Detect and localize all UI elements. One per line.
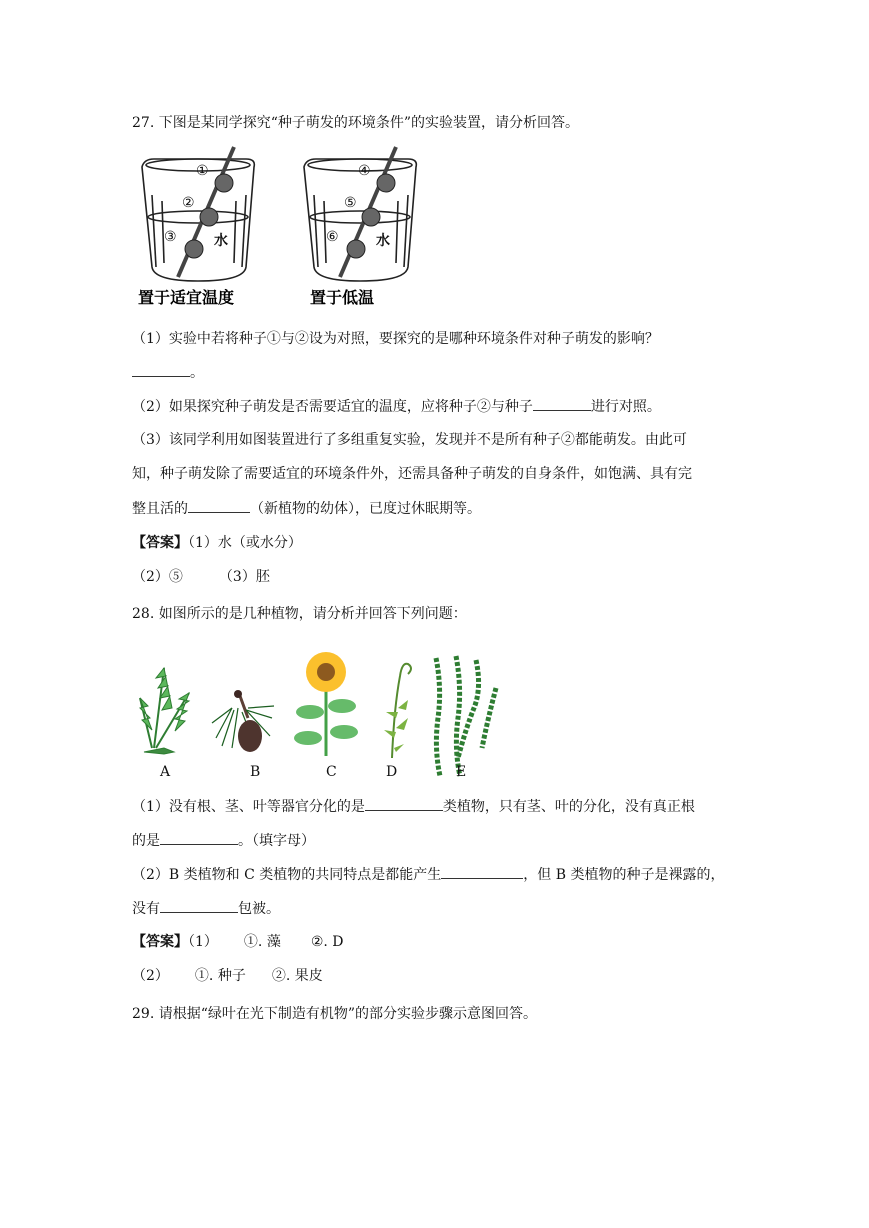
label-d: D bbox=[386, 764, 398, 780]
plant-c-sunflower bbox=[294, 652, 358, 756]
q28-part2-line1: （2）B 类植物和 C 类植物的共同特点是都能产生 ，但 B 类植物的种子是裸露的， bbox=[132, 864, 724, 885]
answer-blank bbox=[132, 362, 190, 377]
q27-part3-line2: 知，种子萌发除了需要适宜的环境条件外，还需具备种子萌发的自身条件，如饱满、具有完 bbox=[132, 466, 692, 482]
q28-part1-line2: 的是 。（填字母） bbox=[132, 830, 315, 851]
answer-blank bbox=[365, 796, 443, 811]
label-b: B bbox=[250, 764, 261, 780]
q27-answer-line2: （2）⑤ （3）胚 bbox=[132, 569, 270, 585]
seed-1-label: ① bbox=[196, 163, 209, 179]
left-caption: 置于适宜温度 bbox=[138, 288, 235, 307]
plants-figure bbox=[134, 648, 514, 783]
right-water-label: 水 bbox=[376, 233, 390, 249]
q28-answer-line2: （2） ①. 种子 ②. 果皮 bbox=[132, 968, 323, 984]
q28-part1-line1: （1）没有根、茎、叶等器官分化的是 类植物，只有茎、叶的分化，没有真正根 bbox=[132, 796, 695, 817]
q27-part3-line1: （3）该同学利用如图装置进行了多组重复实验，发现并不是所有种子②都能萌发。由此可 bbox=[132, 432, 687, 448]
seed-6-label: ⑥ bbox=[326, 229, 339, 245]
seed-3-label: ③ bbox=[164, 229, 177, 245]
plant-b-pine bbox=[212, 690, 274, 752]
seed-2-label: ② bbox=[182, 195, 195, 211]
answer-blank bbox=[160, 830, 238, 845]
label-a: A bbox=[160, 764, 171, 780]
left-water-label: 水 bbox=[214, 233, 228, 249]
q27-stem: 27. 下图是某同学探究“种子萌发的环境条件”的实验装置，请分析回答。 bbox=[132, 115, 580, 131]
seed-4-label: ④ bbox=[358, 163, 371, 179]
q28-part2-line2: 没有 包被。 bbox=[132, 898, 280, 919]
q27-part3-line3: 整且活的 （新植物的幼体），已度过休眠期等。 bbox=[132, 498, 481, 519]
q27-part1-blank-line: 。 bbox=[132, 362, 204, 383]
q27-answer-line1: 【答案】（1）水（或水分） bbox=[132, 535, 302, 551]
seed-5-label: ⑤ bbox=[344, 195, 357, 211]
right-caption: 置于低温 bbox=[310, 288, 375, 307]
answer-blank bbox=[441, 864, 523, 879]
q29-stem: 29. 请根据“绿叶在光下制造有机物”的部分实验步骤示意图回答。 bbox=[132, 1006, 538, 1022]
q27-part1: （1）实验中若将种子①与②设为对照，要探究的是哪种环境条件对种子萌发的影响？ bbox=[132, 331, 659, 347]
plant-e-algae bbox=[436, 656, 496, 776]
q28-answer-line1: 【答案】（1） ①. 藻 ②. D bbox=[132, 934, 344, 950]
label-c: C bbox=[326, 764, 337, 780]
answer-blank bbox=[160, 898, 238, 913]
answer-blank bbox=[188, 498, 250, 513]
q27-part2: （2）如果探究种子萌发是否需要适宜的温度，应将种子②与种子 进行对照。 bbox=[132, 396, 661, 417]
q28-stem: 28. 如图所示的是几种植物，请分析并回答下列问题： bbox=[132, 606, 467, 622]
answer-blank bbox=[533, 396, 591, 411]
label-e: E bbox=[456, 764, 467, 780]
seed-germination-apparatus-figure bbox=[134, 145, 424, 315]
plant-a-fern bbox=[140, 668, 189, 754]
plant-d-moss bbox=[384, 664, 411, 758]
